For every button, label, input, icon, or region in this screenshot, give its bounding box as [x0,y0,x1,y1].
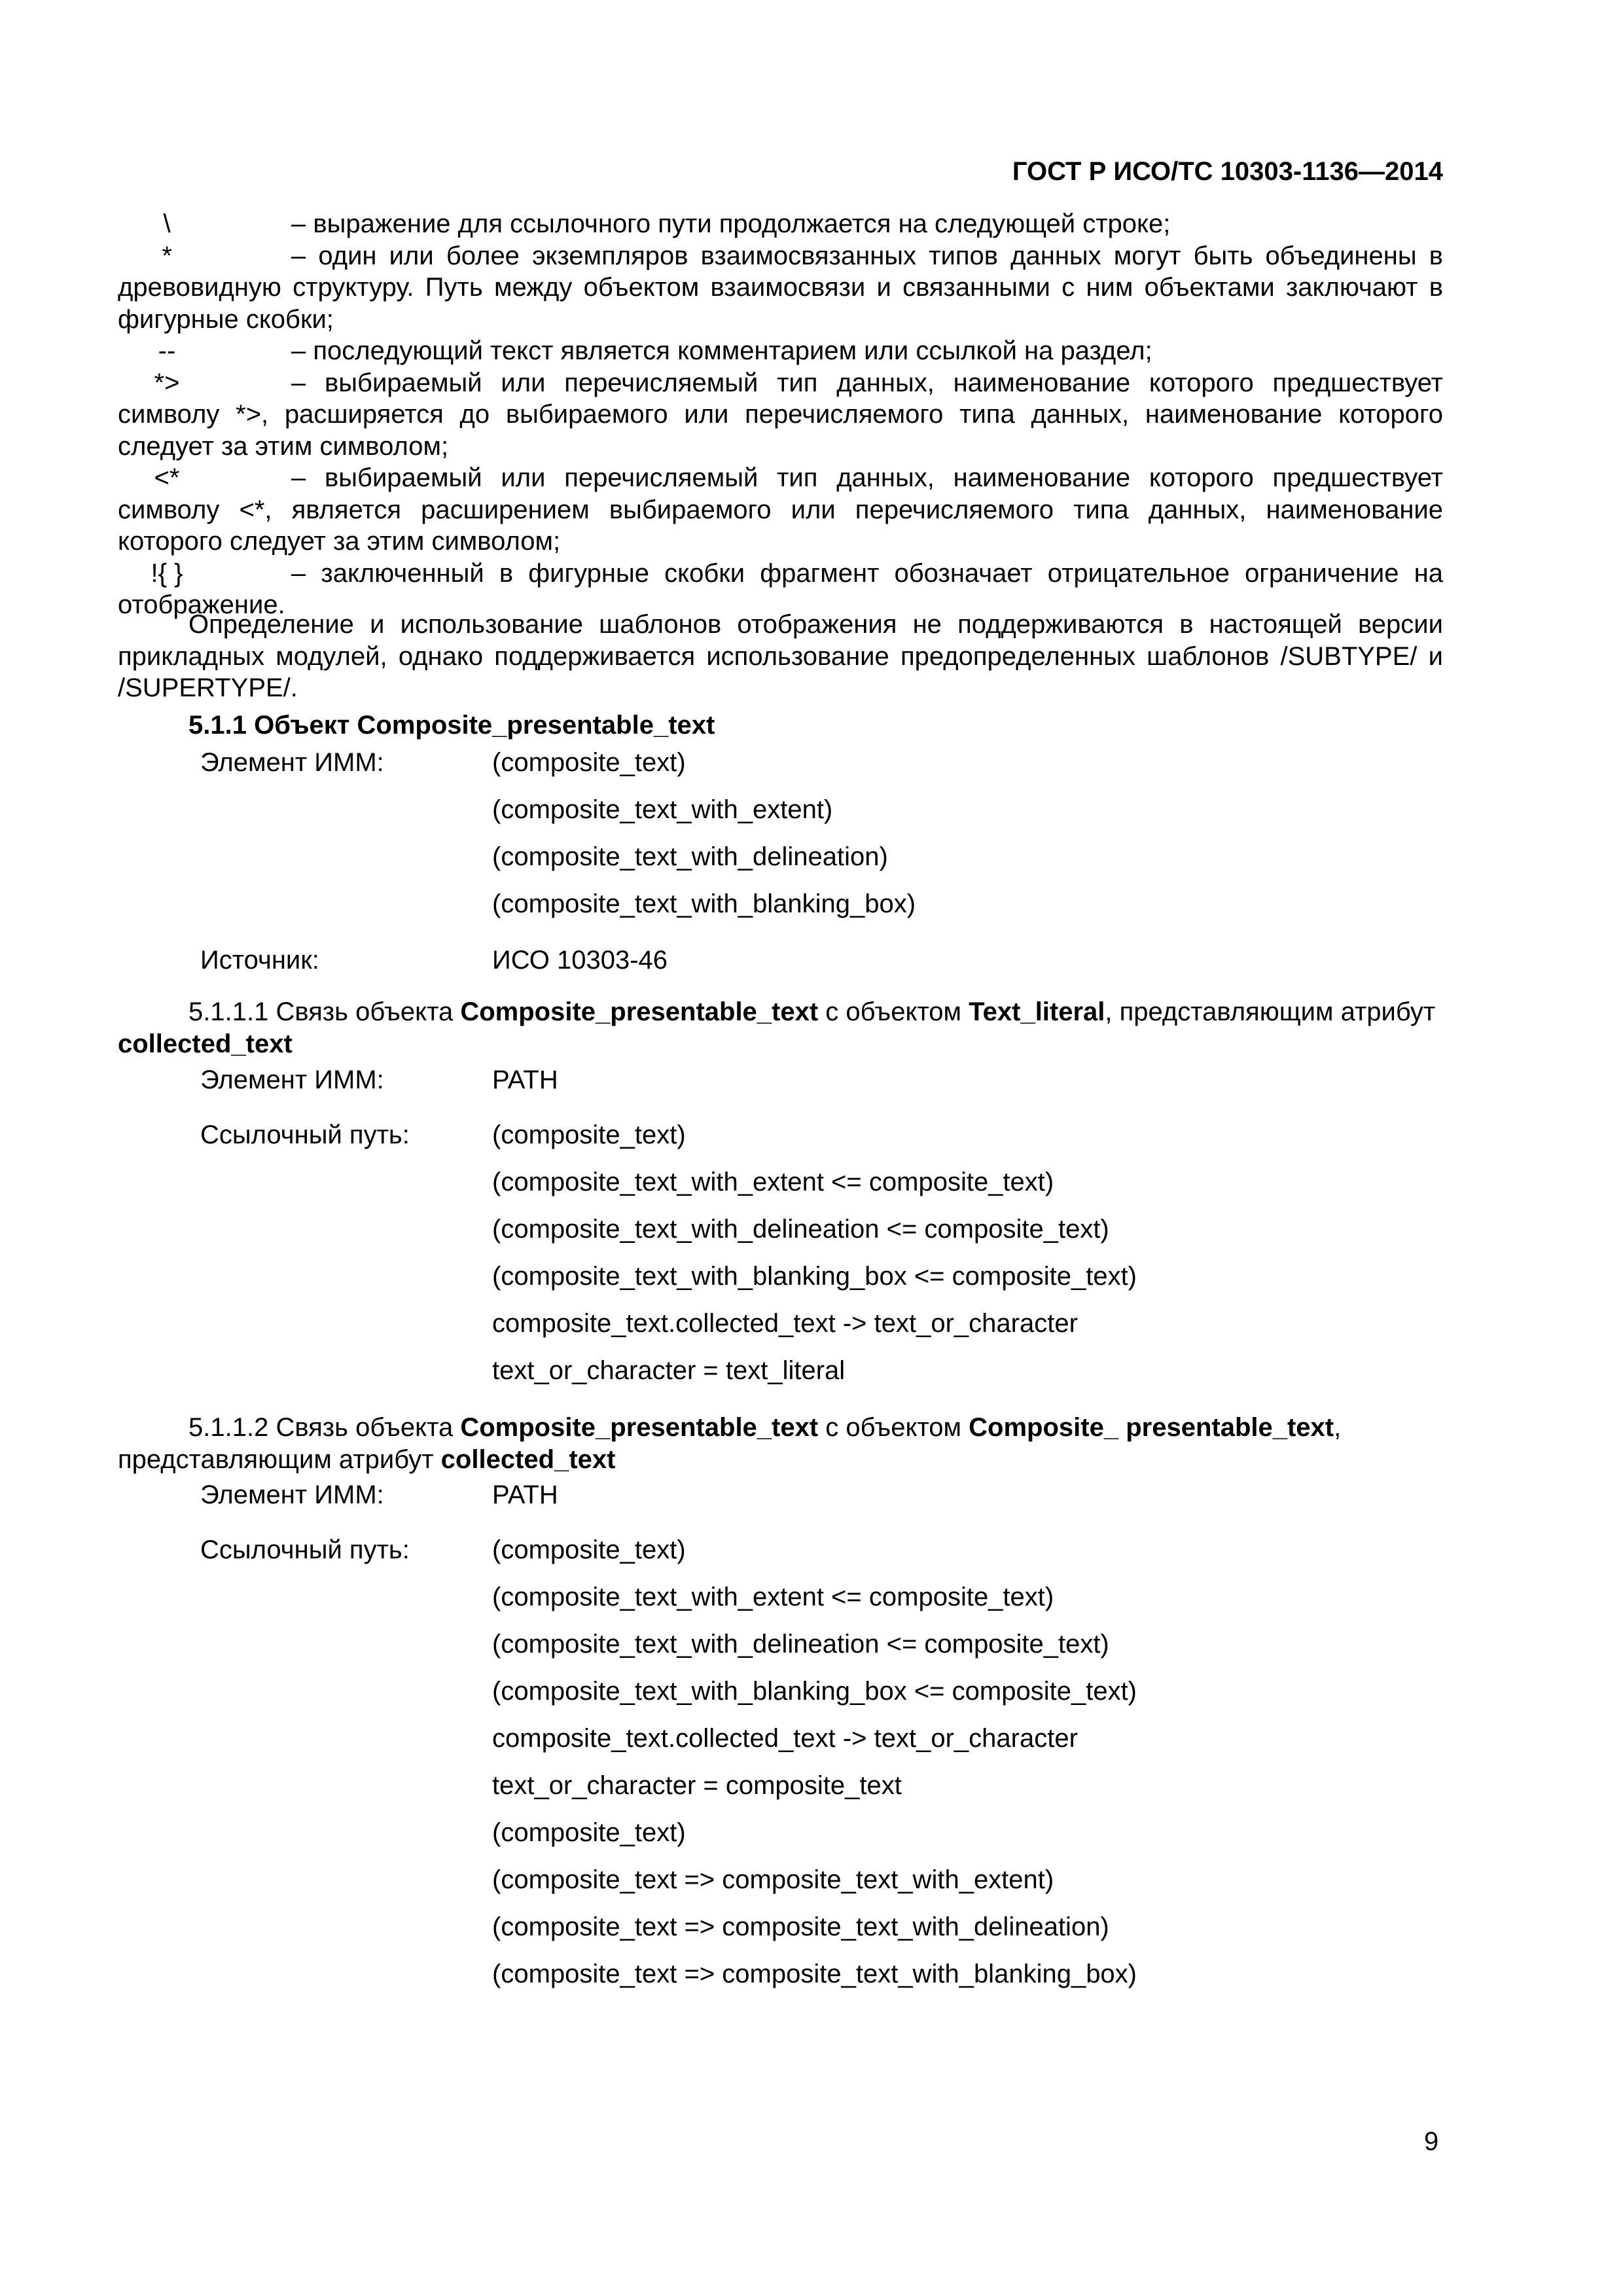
element-label: Элемент ИММ: [200,1066,384,1094]
element-value: PATH [492,1480,558,1509]
reference-path-label: Ссылочный путь: [200,1535,410,1564]
element-value: (composite_text_with_extent) [492,795,833,824]
legend-description: – выбираемый или перечисляемый тип данных, наименование которого предшествует символу <*, является расширением выбираемого или перечисляемого типа данных, наименование которого следует за этим символом; [118,463,1443,556]
legend-symbol: !{ } [151,558,183,588]
reference-path-line: text_or_character = composite_text [492,1771,902,1800]
legend-symbol: \ [163,209,171,238]
legend-symbol: -- [158,336,176,365]
subsection-heading-text: , представляющим атрибут [1105,997,1436,1026]
legend-description: – выражение для ссылочного пути продолжается на следующей строке; [291,209,1171,238]
legend-description: – один или более экземпляров взаимосвязанных типов данных могут быть объединены в древовидную структуру. Путь между объектом взаимосвязи и связанными с ним объектами заключают в фигурные скобки; [118,241,1443,334]
legend-item [118,240,1443,336]
section-heading: 5.1.1 Объект Composite_presentable_text [188,711,715,740]
path-notation-legend [118,208,1443,621]
legend-description: – выбираемый или перечисляемый тип данных, наименование которого предшествует символу *>, расширяется до выбираемого или перечисляемого типа данных, наименование которого следует за этим символом; [118,368,1443,461]
subsection-heading-text: , представляющим атрибут [118,1413,1342,1474]
subsection-heading-text: с объектом [818,997,969,1026]
attribute-name: collected_text [118,1029,293,1058]
reference-path-line: (composite_text_with_extent <= composite_text) [492,1583,1054,1611]
legend-item [118,367,1443,463]
element-label: Элемент ИММ: [200,1480,384,1509]
legend-description: – заключенный в фигурные скобки фрагмент обозначает отрицательное ограничение на отображение. [118,558,1443,619]
legend-symbol: <* [154,463,180,492]
reference-path-line: (composite_text_with_delineation <= composite_text) [492,1215,1109,1244]
subsection-heading [118,1412,1443,1475]
legend-item [118,335,1443,367]
reference-path-line: composite_text.collected_text -> text_or_character [492,1309,1078,1338]
reference-path-line: (composite_text) [492,1121,686,1149]
reference-path-line: (composite_text => composite_text_with_blanking_box) [492,1960,1137,1988]
subsection-heading [118,996,1443,1060]
reference-path-line: (composite_text_with_extent <= composite_text) [492,1168,1054,1196]
source-value: ИСО 10303-46 [492,946,668,975]
subsection-heading-text: 5.1.1.1 Связь объекта [188,997,461,1026]
reference-path-line: text_or_character = text_literal [492,1356,846,1385]
reference-path-label: Ссылочный путь: [200,1121,410,1149]
legend-item [118,208,1443,240]
reference-path-line: (composite_text => composite_text_with_extent) [492,1865,1054,1894]
reference-path-line: (composite_text_with_blanking_box <= composite_text) [492,1262,1137,1291]
element-value: (composite_text) [492,748,686,777]
subsection-heading-text: с объектом [818,1413,969,1442]
reference-path-line: (composite_text) [492,1535,686,1564]
entity-name: Composite_ presentable_text [969,1413,1334,1442]
subsection-heading-text: 5.1.1.2 Связь объекта [188,1413,461,1442]
legend-item [118,462,1443,558]
reference-path-line: (composite_text_with_delineation <= composite_text) [492,1630,1109,1659]
element-label: Элемент ИММ: [200,748,384,777]
attribute-name: collected_text [440,1444,616,1474]
document-header: ГОСТ Р ИСО/ТС 10303-1136—2014 [1012,157,1443,186]
element-value: PATH [492,1066,558,1094]
legend-symbol: *> [154,368,180,397]
entity-name: Composite_presentable_text [460,1413,819,1442]
reference-path-line: (composite_text => composite_text_with_delineation) [492,1912,1109,1941]
reference-path-line: composite_text.collected_text -> text_or_character [492,1724,1078,1753]
entity-name: Text_literal [969,997,1105,1026]
intro-paragraph: Определение и использование шаблонов отображения не поддерживаются в настоящей версии прикладных модулей, однако поддерживается использование предопределенных шаблонов /SUBTYPE/ и /SUPERTYPE/. [118,610,1443,702]
element-value: (composite_text_with_delineation) [492,842,888,871]
reference-path-line: (composite_text_with_blanking_box <= composite_text) [492,1677,1137,1706]
legend-symbol: * [162,241,172,270]
element-value: (composite_text_with_blanking_box) [492,889,916,918]
source-label: Источник: [200,946,319,975]
reference-path-line: (composite_text) [492,1818,686,1847]
page-number: 9 [1424,2127,1439,2156]
legend-description: – последующий текст является комментарием или ссылкой на раздел; [291,336,1152,365]
entity-name: Composite_presentable_text [460,997,819,1026]
